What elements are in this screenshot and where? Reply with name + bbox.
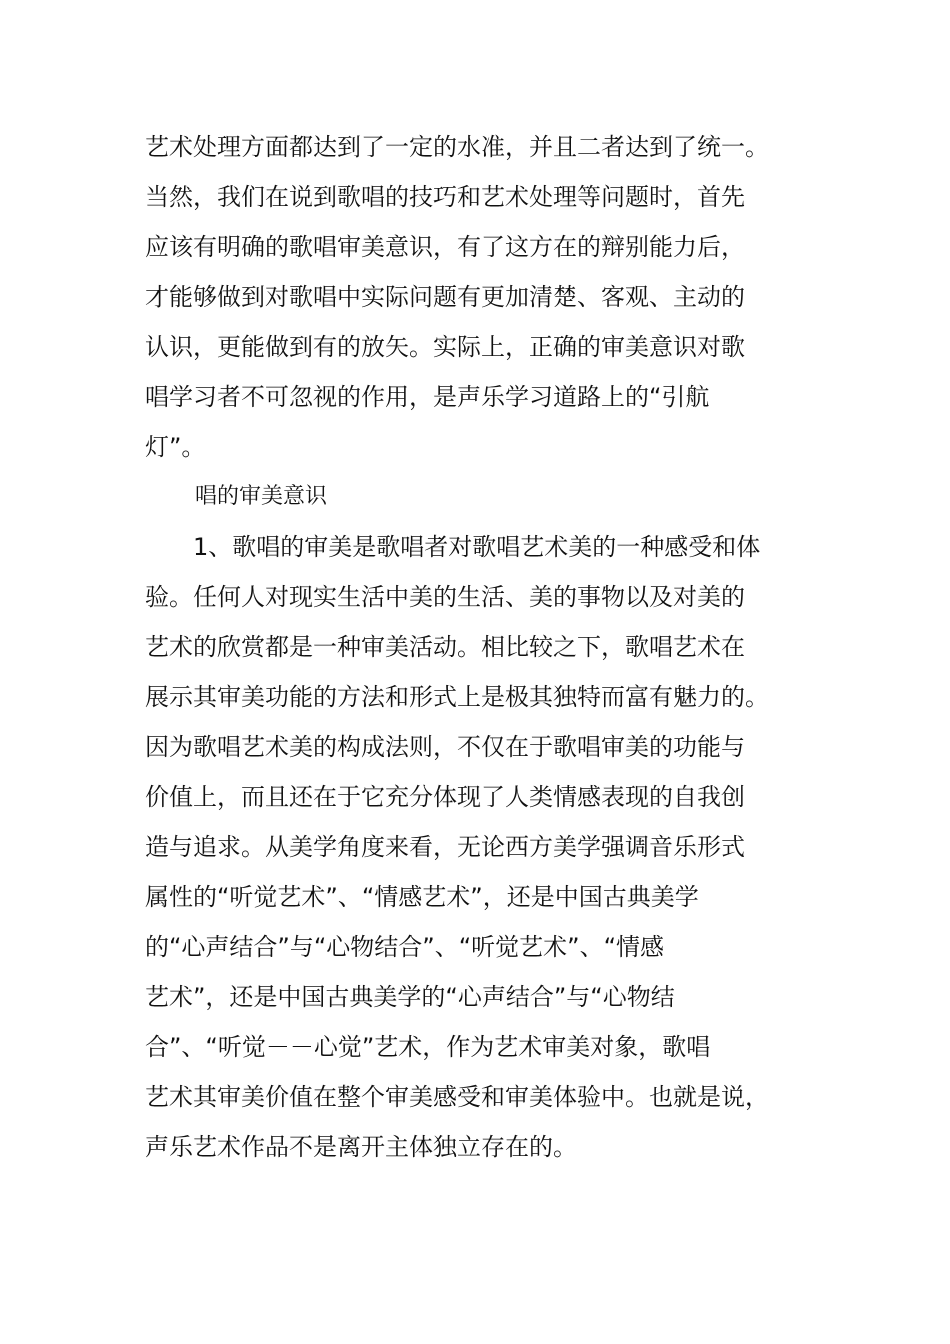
text-line: 属性的“听觉艺术”、“情感艺术”，还是中国古典美学 <box>145 883 699 911</box>
paragraph-2 <box>145 522 815 1172</box>
text-line: 声乐艺术作品不是离开主体独立存在的。 <box>145 1133 577 1161</box>
text-line: 才能够做到对歌唱中实际问题有更加清楚、客观、主动的 <box>145 283 745 311</box>
text-line: 造与追求。从美学角度来看，无论西方美学强调音乐形式 <box>145 833 745 861</box>
text-line: 当然，我们在说到歌唱的技巧和艺术处理等问题时，首先 <box>145 183 745 211</box>
text-line: 艺术其审美价值在整个审美感受和审美体验中。也就是说， <box>145 1083 769 1111</box>
paragraph-1 <box>145 122 815 472</box>
text-line: 认识，更能做到有的放矢。实际上，正确的审美意识对歌 <box>145 333 745 361</box>
text-line: 合”、“听觉－－心觉”艺术，作为艺术审美对象，歌唱 <box>145 1033 711 1061</box>
text-line: 展示其审美功能的方法和形式上是极其独特而富有魅力的。 <box>145 683 769 711</box>
text-line: 验。任何人对现实生活中美的生活、美的事物以及对美的 <box>145 583 745 611</box>
text-line: 艺术处理方面都达到了一定的水准，并且二者达到了统一。 <box>145 133 769 161</box>
text-line: 唱学习者不可忽视的作用，是声乐学习道路上的“引航 <box>145 383 710 411</box>
text-line: 的“心声结合”与“心物结合”、“听觉艺术”、“情感 <box>145 933 665 961</box>
text-line: 灯”。 <box>145 433 206 461</box>
text-line: 应该有明确的歌唱审美意识，有了这方在的辩别能力后， <box>145 233 745 261</box>
document-page <box>145 122 815 1172</box>
text-line: 1、歌唱的审美是歌唱者对歌唱艺术美的一种感受和体 <box>193 533 761 561</box>
text-line: 艺术”，还是中国古典美学的“心声结合”与“心物结 <box>145 983 675 1011</box>
text-line: 艺术的欣赏都是一种审美活动。相比较之下，歌唱艺术在 <box>145 633 745 661</box>
section-heading: 唱的审美意识 <box>195 484 328 509</box>
text-line: 因为歌唱艺术美的构成法则，不仅在于歌唱审美的功能与 <box>145 733 745 761</box>
text-line: 价值上，而且还在于它充分体现了人类情感表现的自我创 <box>145 783 745 811</box>
